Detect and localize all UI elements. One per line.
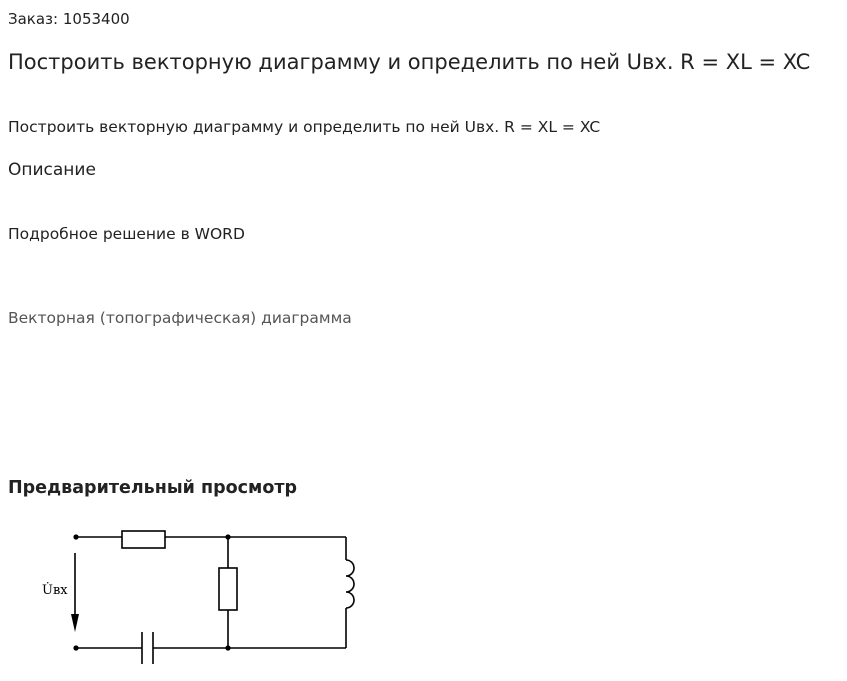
solution-text: Подробное решение в WORD	[8, 225, 245, 243]
circuit-preview-image	[28, 520, 368, 670]
description-heading: Описание	[8, 160, 96, 180]
diagram-caption: Векторная (топографическая) диаграмма	[8, 309, 352, 327]
order-number: Заказ: 1053400	[8, 10, 130, 28]
terminal-top	[73, 534, 78, 539]
terminal-bottom	[73, 645, 78, 650]
task-subtitle: Построить векторную диаграмму и определить по ней Uвх. R = XL = XC	[8, 118, 601, 136]
voltage-label: U̇вх	[42, 583, 68, 598]
voltage-arrow-head	[71, 614, 79, 632]
resistor-parallel	[219, 568, 237, 610]
preview-heading: Предварительный просмотр	[8, 478, 298, 498]
resistor-series	[122, 531, 165, 548]
page-title: Построить векторную диаграмму и определить по ней Uвх. R = XL = XC	[8, 50, 811, 74]
node-top	[225, 534, 230, 539]
node-bottom	[225, 645, 230, 650]
inductor	[346, 560, 354, 608]
